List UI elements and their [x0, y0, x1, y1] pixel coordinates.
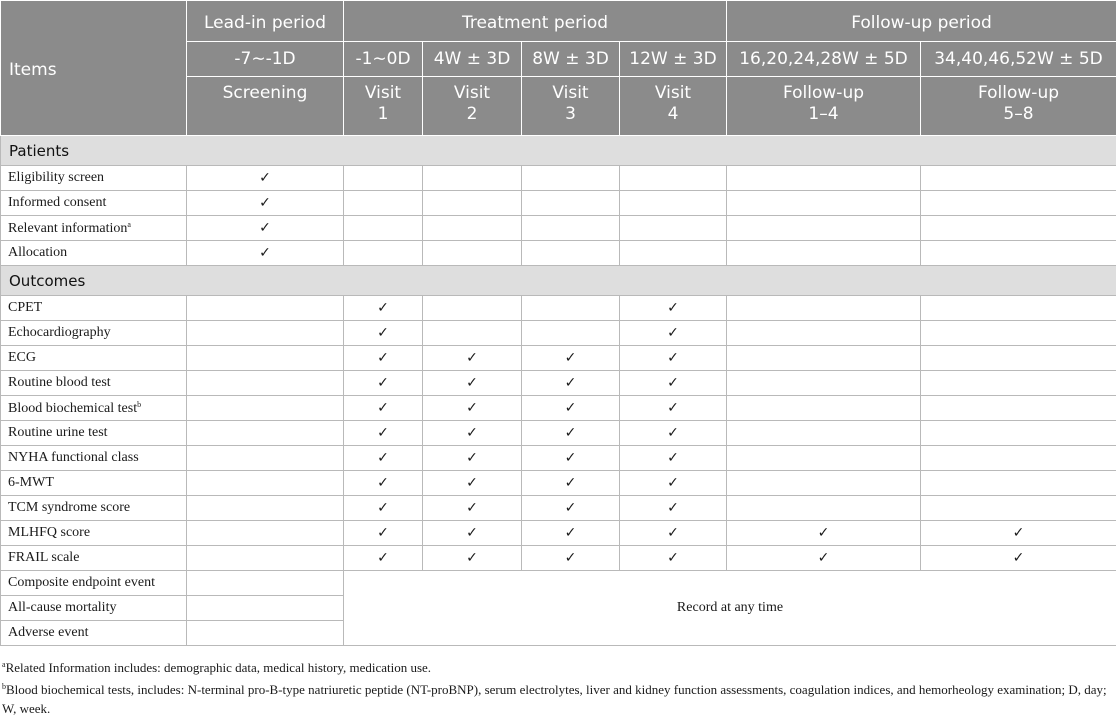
row-label [1, 241, 187, 266]
schedule-cell [921, 241, 1116, 266]
table-row [1, 571, 1116, 596]
schedule-cell [187, 216, 344, 241]
schedule-cell [727, 546, 921, 571]
schedule-cell [344, 396, 423, 421]
schedule-cell [727, 471, 921, 496]
schedule-cell [344, 191, 423, 216]
row-label [1, 371, 187, 396]
row-label-text: Informed consent [8, 195, 106, 210]
timing-header: 12W ± 3D [620, 42, 727, 77]
row-label-text: FRAIL scale [8, 550, 79, 565]
visit-label: Visit [526, 83, 615, 104]
schedule-cell [187, 621, 344, 646]
schedule-cell [921, 396, 1116, 421]
schedule-cell [423, 346, 522, 371]
footnote [0, 655, 1116, 677]
footnote [0, 677, 1116, 718]
schedule-cell [921, 296, 1116, 321]
check-icon: ✓ [377, 375, 389, 391]
schedule-cell [344, 166, 423, 191]
row-label-text: ECG [8, 350, 36, 365]
schedule-cell [344, 346, 423, 371]
table-row [1, 496, 1116, 521]
schedule-cell [620, 371, 727, 396]
items-header: Items [1, 1, 187, 136]
check-icon: ✓ [1013, 525, 1025, 541]
schedule-cell [344, 546, 423, 571]
check-icon: ✓ [565, 475, 577, 491]
check-icon: ✓ [466, 425, 478, 441]
timing-header: 8W ± 3D [522, 42, 620, 77]
check-icon: ✓ [377, 350, 389, 366]
check-icon: ✓ [377, 525, 389, 541]
schedule-cell [727, 166, 921, 191]
check-icon: ✓ [565, 375, 577, 391]
section-title: Patients [1, 136, 1116, 166]
schedule-cell [344, 421, 423, 446]
check-icon: ✓ [466, 450, 478, 466]
check-icon: ✓ [377, 400, 389, 416]
check-icon: ✓ [565, 450, 577, 466]
schedule-cell [187, 471, 344, 496]
check-icon: ✓ [259, 245, 271, 261]
schedule-cell [727, 191, 921, 216]
table-row [1, 546, 1116, 571]
schedule-cell [423, 546, 522, 571]
table-row [1, 241, 1116, 266]
footnotes [0, 655, 1116, 718]
footnote-marker: b [137, 400, 141, 409]
schedule-cell [522, 496, 620, 521]
schedule-cell [620, 446, 727, 471]
section-title: Outcomes [1, 266, 1116, 296]
row-label [1, 521, 187, 546]
schedule-cell [187, 296, 344, 321]
check-icon: ✓ [259, 195, 271, 211]
table-row [1, 346, 1116, 371]
visit-number: 3 [526, 104, 615, 125]
schedule-cell [727, 421, 921, 446]
schedule-cell [187, 396, 344, 421]
check-icon: ✓ [377, 425, 389, 441]
schedule-cell [423, 471, 522, 496]
row-label [1, 346, 187, 371]
lead-in-period-header: Lead-in period [187, 1, 344, 42]
check-icon: ✓ [377, 325, 389, 341]
visit-label: Screening [191, 83, 339, 104]
check-icon: ✓ [565, 500, 577, 516]
check-icon: ✓ [466, 400, 478, 416]
schedule-cell [727, 496, 921, 521]
row-label-text: Routine blood test [8, 375, 111, 390]
schedule-cell [423, 321, 522, 346]
table-row [1, 521, 1116, 546]
schedule-cell [620, 496, 727, 521]
visit-number: 2 [427, 104, 517, 125]
schedule-cell [522, 521, 620, 546]
row-label [1, 191, 187, 216]
row-label-text: CPET [8, 300, 42, 315]
schedule-cell [921, 216, 1116, 241]
schedule-cell [620, 241, 727, 266]
section-row [1, 136, 1116, 166]
visit-number: 1 [348, 104, 418, 125]
visit-header [423, 77, 522, 136]
table-row [1, 396, 1116, 421]
schedule-cell [921, 546, 1116, 571]
schedule-cell [423, 241, 522, 266]
schedule-cell [522, 191, 620, 216]
schedule-cell [187, 546, 344, 571]
row-label [1, 446, 187, 471]
schedule-cell [522, 346, 620, 371]
schedule-cell [344, 371, 423, 396]
schedule-cell [187, 446, 344, 471]
check-icon: ✓ [466, 350, 478, 366]
table-body [1, 136, 1116, 646]
schedule-cell [187, 346, 344, 371]
visit-header [344, 77, 423, 136]
check-icon: ✓ [377, 450, 389, 466]
check-icon: ✓ [259, 170, 271, 186]
check-icon: ✓ [667, 525, 679, 541]
row-label [1, 166, 187, 191]
visit-label: Visit [348, 83, 418, 104]
check-icon: ✓ [466, 375, 478, 391]
check-icon: ✓ [565, 350, 577, 366]
check-icon: ✓ [667, 450, 679, 466]
schedule-cell [423, 421, 522, 446]
schedule-cell [187, 421, 344, 446]
schedule-cell [727, 396, 921, 421]
check-icon: ✓ [667, 350, 679, 366]
schedule-cell [620, 216, 727, 241]
schedule-cell [187, 241, 344, 266]
visit-label: Visit [427, 83, 517, 104]
row-label-text: MLHFQ score [8, 525, 90, 540]
section-row [1, 266, 1116, 296]
schedule-cell [921, 446, 1116, 471]
row-label [1, 321, 187, 346]
schedule-cell [620, 421, 727, 446]
table-row [1, 446, 1116, 471]
treatment-period-header: Treatment period [344, 1, 727, 42]
schedule-cell [187, 596, 344, 621]
schedule-cell [921, 471, 1116, 496]
schedule-cell [727, 371, 921, 396]
check-icon: ✓ [565, 525, 577, 541]
check-icon: ✓ [667, 325, 679, 341]
row-label: Adverse event [1, 621, 187, 646]
schedule-cell [187, 321, 344, 346]
row-label [1, 421, 187, 446]
schedule-cell [423, 166, 522, 191]
table-row [1, 216, 1116, 241]
visit-header [187, 77, 344, 136]
schedule-cell [522, 396, 620, 421]
check-icon: ✓ [565, 400, 577, 416]
row-label-text: 6-MWT [8, 475, 54, 490]
schedule-cell [187, 496, 344, 521]
check-icon: ✓ [466, 500, 478, 516]
row-label-text: Echocardiography [8, 325, 111, 340]
schedule-cell [522, 421, 620, 446]
schedule-cell [522, 216, 620, 241]
footnote-mark: a [2, 660, 6, 669]
row-label [1, 546, 187, 571]
row-label [1, 396, 187, 421]
schedule-cell [921, 371, 1116, 396]
footnote-text: Blood biochemical tests, includes: N-terminal pro-B-type natriuretic peptide (NT-proBNP), serum electrolytes, liver and kidney function assessments, coagulation indices, and hemorheology examination; D, day; W, week. [2, 682, 1107, 716]
check-icon: ✓ [667, 300, 679, 316]
check-icon: ✓ [818, 550, 830, 566]
row-label [1, 496, 187, 521]
schedule-cell [921, 496, 1116, 521]
schedule-cell [423, 521, 522, 546]
row-label-text: Routine urine test [8, 425, 108, 440]
timing-header: 34,40,46,52W ± 5D [921, 42, 1116, 77]
check-icon: ✓ [667, 550, 679, 566]
visit-header [727, 77, 921, 136]
timing-header: 4W ± 3D [423, 42, 522, 77]
schedule-cell [423, 396, 522, 421]
visit-number: 4 [624, 104, 722, 125]
visit-header [620, 77, 727, 136]
check-icon: ✓ [377, 475, 389, 491]
schedule-cell [620, 396, 727, 421]
table-row [1, 471, 1116, 496]
schedule-cell [423, 216, 522, 241]
table-row [1, 421, 1116, 446]
check-icon: ✓ [565, 550, 577, 566]
footnote-marker: a [127, 220, 131, 229]
footnote-mark: b [2, 682, 6, 691]
schedule-cell [187, 571, 344, 596]
schedule-cell [344, 321, 423, 346]
schedule-cell [344, 446, 423, 471]
row-label: Composite endpoint event [1, 571, 187, 596]
schedule-cell [620, 521, 727, 546]
schedule-cell [727, 216, 921, 241]
schedule-cell [522, 296, 620, 321]
row-label-text: Relevant information [8, 221, 127, 236]
schedule-cell [921, 321, 1116, 346]
schedule-cell [522, 371, 620, 396]
schedule-cell [620, 296, 727, 321]
schedule-cell [620, 321, 727, 346]
row-label [1, 471, 187, 496]
schedule-cell [344, 521, 423, 546]
visit-number: 1–4 [731, 104, 916, 125]
check-icon: ✓ [667, 475, 679, 491]
schedule-cell [423, 446, 522, 471]
schedule-cell [727, 521, 921, 546]
visit-label: Visit [624, 83, 722, 104]
row-label-text: NYHA functional class [8, 450, 139, 465]
schedule-cell [187, 371, 344, 396]
schedule-cell [423, 296, 522, 321]
schedule-cell [620, 546, 727, 571]
schedule-cell [344, 241, 423, 266]
check-icon: ✓ [667, 500, 679, 516]
schedule-cell [620, 471, 727, 496]
schedule-cell [522, 321, 620, 346]
schedule-cell [921, 346, 1116, 371]
row-label: All-cause mortality [1, 596, 187, 621]
table-row [1, 296, 1116, 321]
table-row [1, 321, 1116, 346]
check-icon: ✓ [377, 550, 389, 566]
row-label-text: TCM syndrome score [8, 500, 130, 515]
schedule-cell [620, 346, 727, 371]
schedule-cell [921, 421, 1116, 446]
schedule-cell [344, 296, 423, 321]
schedule-cell [727, 321, 921, 346]
table-row [1, 166, 1116, 191]
row-label [1, 216, 187, 241]
schedule-cell [727, 446, 921, 471]
check-icon: ✓ [667, 400, 679, 416]
schedule-cell [522, 471, 620, 496]
check-icon: ✓ [377, 300, 389, 316]
schedule-cell [187, 166, 344, 191]
schedule-cell [423, 371, 522, 396]
check-icon: ✓ [466, 550, 478, 566]
schedule-cell [344, 496, 423, 521]
timing-header: -7∼-1D [187, 42, 344, 77]
schedule-cell [344, 471, 423, 496]
schedule-cell [187, 191, 344, 216]
schedule-cell [921, 166, 1116, 191]
schedule-cell [727, 241, 921, 266]
check-icon: ✓ [466, 525, 478, 541]
schedule-cell [727, 296, 921, 321]
check-icon: ✓ [565, 425, 577, 441]
table-row [1, 371, 1116, 396]
check-icon: ✓ [259, 220, 271, 236]
check-icon: ✓ [667, 375, 679, 391]
schedule-cell [620, 166, 727, 191]
follow-up-period-header: Follow-up period [727, 1, 1116, 42]
check-icon: ✓ [667, 425, 679, 441]
timing-header: -1∼0D [344, 42, 423, 77]
schedule-cell [522, 546, 620, 571]
visit-label: Follow-up [925, 83, 1112, 104]
visit-label: Follow-up [731, 83, 916, 104]
visit-header [522, 77, 620, 136]
check-icon: ✓ [1013, 550, 1025, 566]
schedule-cell [921, 521, 1116, 546]
schedule-cell [727, 346, 921, 371]
schedule-cell [187, 521, 344, 546]
table-header [1, 1, 1116, 136]
check-icon: ✓ [377, 500, 389, 516]
check-icon: ✓ [818, 525, 830, 541]
row-label-text: Eligibility screen [8, 170, 104, 185]
schedule-cell [921, 191, 1116, 216]
schedule-cell [620, 191, 727, 216]
record-any-time-cell: Record at any time [344, 571, 1116, 646]
row-label-text: Blood biochemical test [8, 401, 137, 416]
visit-number: 5–8 [925, 104, 1112, 125]
row-label [1, 296, 187, 321]
schedule-cell [344, 216, 423, 241]
visit-header [921, 77, 1116, 136]
schedule-cell [522, 166, 620, 191]
schedule-cell [423, 496, 522, 521]
schedule-cell [423, 191, 522, 216]
check-icon: ✓ [466, 475, 478, 491]
timing-header: 16,20,24,28W ± 5D [727, 42, 921, 77]
footnote-text: Related Information includes: demographic data, medical history, medication use. [6, 660, 432, 675]
schedule-cell [522, 446, 620, 471]
schedule-cell [522, 241, 620, 266]
row-label-text: Allocation [8, 245, 67, 260]
table-row [1, 191, 1116, 216]
